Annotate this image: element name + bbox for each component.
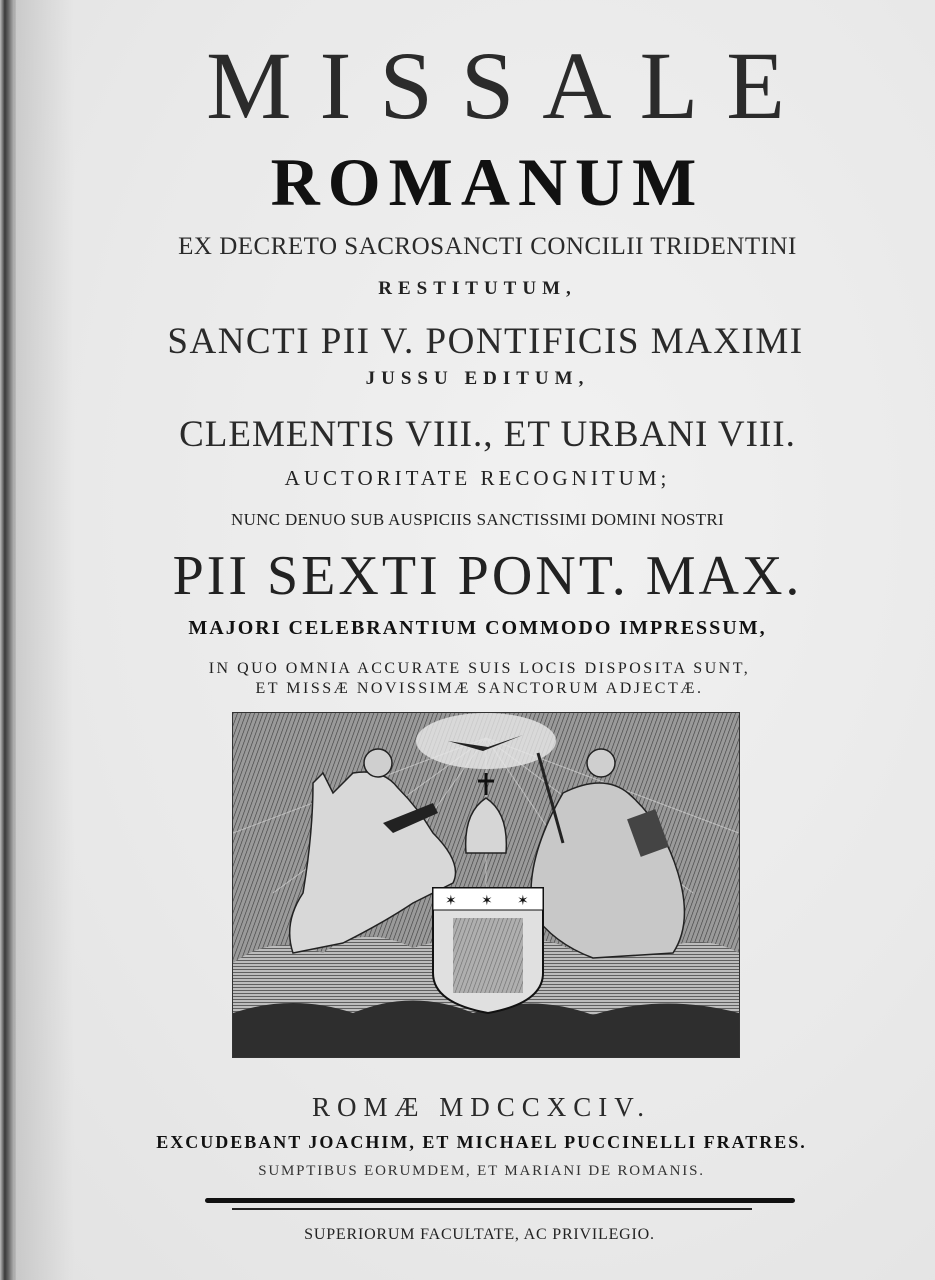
disposita-line: IN QUO OMNIA ACCURATE SUIS LOCIS DISPOSITA SUNT, xyxy=(208,660,751,677)
main-title: MISSALE xyxy=(206,32,813,139)
engraving-illustration xyxy=(232,712,740,1058)
auctoritate-line: AUCTORITATE RECOGNITUM; xyxy=(284,466,671,490)
clement-urban-line: CLEMENTIS VIII., ET URBANI VIII. xyxy=(179,414,796,455)
double-rule-thick xyxy=(205,1198,795,1203)
svg-text:✶: ✶ xyxy=(481,894,493,909)
restitutum-line: RESTITUTUM, xyxy=(378,278,577,299)
engraving-icon xyxy=(233,713,739,1057)
jussu-editum-line: JUSSU EDITUM, xyxy=(365,368,590,389)
decree-line: EX DECRETO SACROSANCTI CONCILII TRIDENTINI xyxy=(178,233,797,260)
svg-text:✶: ✶ xyxy=(517,894,529,909)
printers-line: EXCUDEBANT JOACHIM, ET MICHAEL PUCCINELLI FRATRES. xyxy=(156,1132,807,1152)
expense-line: SUMPTIBUS EORUMDEM, ET MARIANI DE ROMANIS. xyxy=(258,1163,705,1179)
privilege-line: SUPERIORUM FACULTATE, AC PRIVILEGIO. xyxy=(304,1226,655,1243)
place-date: ROMÆ MDCCXCIV. xyxy=(311,1092,652,1122)
pius-v-line: SANCTI PII V. PONTIFICIS MAXIMI xyxy=(167,321,804,362)
subtitle: ROMANUM xyxy=(270,144,705,220)
adjectae-line: ET MISSÆ NOVISSIMÆ SANCTORUM ADJECTÆ. xyxy=(255,680,704,697)
auspices-line: NUNC DENUO SUB AUSPICIIS SANCTISSIMI DOMINI NOSTRI xyxy=(231,510,724,529)
double-rule-thin xyxy=(232,1208,752,1210)
pius-vi-line: PII SEXTI PONT. MAX. xyxy=(172,545,803,607)
impressum-line: MAJORI CELEBRANTIUM COMMODO IMPRESSUM, xyxy=(188,617,767,639)
svg-text:✶: ✶ xyxy=(445,894,457,909)
